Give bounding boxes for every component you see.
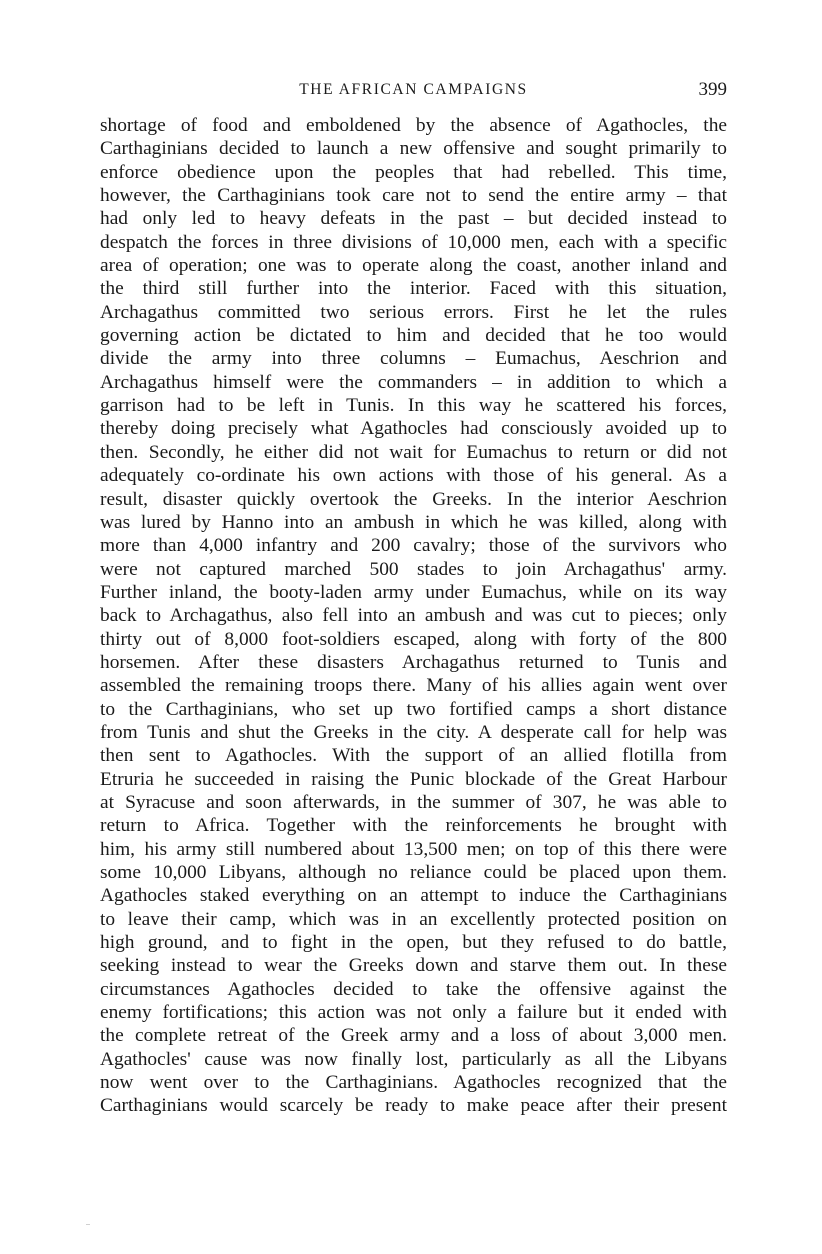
text-line: enemy fortifications; this action was not only a failure but it ended with — [100, 1002, 727, 1024]
running-title: THE AFRICAN CAMPAIGNS — [299, 81, 528, 98]
text-line: adequately co-ordinate his own actions with those of his general. As a — [100, 465, 727, 487]
text-line: Carthaginians decided to launch a new offensive and sought primarily to — [100, 138, 727, 160]
text-line: the third still further into the interior. Faced with this situation, — [100, 278, 727, 300]
text-line: at Syracuse and soon afterwards, in the summer of 307, he was able to — [100, 791, 727, 813]
text-line: now went over to the Carthaginians. Agathocles recognized that the — [100, 1072, 727, 1094]
text-line: enforce obedience upon the peoples that had rebelled. This time, — [100, 161, 727, 183]
text-line: Archagathus himself were the commanders – in addition to which a — [100, 371, 727, 393]
text-line: seeking instead to wear the Greeks down and starve them out. In these — [100, 955, 727, 977]
text-line: return to Africa. Together with the reinforcements he brought with — [100, 815, 727, 837]
text-line: to leave their camp, which was in an excellently protected position on — [100, 908, 727, 930]
text-line: Further inland, the booty-laden army under Eumachus, while on its way — [100, 581, 727, 603]
text-line: area of operation; one was to operate along the coast, another inland and — [100, 255, 727, 277]
text-line: more than 4,000 infantry and 200 cavalry; those of the survivors who — [100, 535, 727, 557]
text-line: divide the army into three columns – Eumachus, Aeschrion and — [100, 348, 727, 370]
text-line: however, the Carthaginians took care not to send the entire army – that — [100, 185, 727, 207]
running-head — [100, 78, 727, 102]
text-line: governing action be dictated to him and decided that he too would — [100, 325, 727, 347]
text-line: circumstances Agathocles decided to take the offensive against the — [100, 978, 727, 1000]
text-line: to the Carthaginians, who set up two fortified camps a short distance — [100, 698, 727, 720]
text-line: garrison had to be left in Tunis. In this way he scattered his forces, — [100, 395, 727, 417]
text-line: Etruria he succeeded in raising the Punic blockade of the Great Harbour — [100, 768, 727, 790]
text-line: was lured by Hanno into an ambush in which he was killed, along with — [100, 511, 727, 533]
text-line: thereby doing precisely what Agathocles had consciously avoided up to — [100, 418, 727, 440]
text-line: then sent to Agathocles. With the support of an allied flotilla from — [100, 745, 727, 767]
text-line: despatch the forces in three divisions of 10,000 men, each with a specific — [100, 231, 727, 253]
page-number: 399 — [698, 79, 727, 100]
text-line: assembled the remaining troops there. Many of his allies again went over — [100, 675, 727, 697]
text-line: shortage of food and emboldened by the absence of Agathocles, the — [100, 115, 727, 136]
text-line: Agathocles' cause was now finally lost, particularly as all the Libyans — [100, 1048, 727, 1070]
text-line: result, disaster quickly overtook the Greeks. In the interior Aeschrion — [100, 488, 727, 510]
text-line: then. Secondly, he either did not wait for Eumachus to return or did not — [100, 441, 727, 463]
text-line: him, his army still numbered about 13,500 men; on top of this there were — [100, 838, 727, 860]
text-line: some 10,000 Libyans, although no reliance could be placed upon them. — [100, 862, 727, 883]
text-line: thirty out of 8,000 foot-soldiers escaped, along with forty of the 800 — [100, 628, 727, 650]
text-line: horsemen. After these disasters Archagathus returned to Tunis and — [100, 651, 727, 673]
text-line: back to Archagathus, also fell into an ambush and was cut to pieces; only — [100, 605, 727, 627]
text-line: high ground, and to fight in the open, but they refused to do battle, — [100, 932, 727, 954]
text-line: Agathocles staked everything on an attempt to induce the Carthaginians — [100, 885, 727, 907]
text-line: the complete retreat of the Greek army and a loss of about 3,000 men. — [100, 1025, 727, 1047]
scan-mark — [86, 1224, 90, 1225]
text-line: Carthaginians would scarcely be ready to make peace after their present — [100, 1095, 727, 1117]
text-line: were not captured marched 500 stades to join Archagathus' army. — [100, 558, 727, 580]
body-text — [100, 114, 727, 1118]
text-line: Archagathus committed two serious errors. First he let the rules — [100, 301, 727, 323]
text-line: had only led to heavy defeats in the past – but decided instead to — [100, 208, 727, 230]
text-line: from Tunis and shut the Greeks in the city. A desperate call for help was — [100, 721, 727, 743]
